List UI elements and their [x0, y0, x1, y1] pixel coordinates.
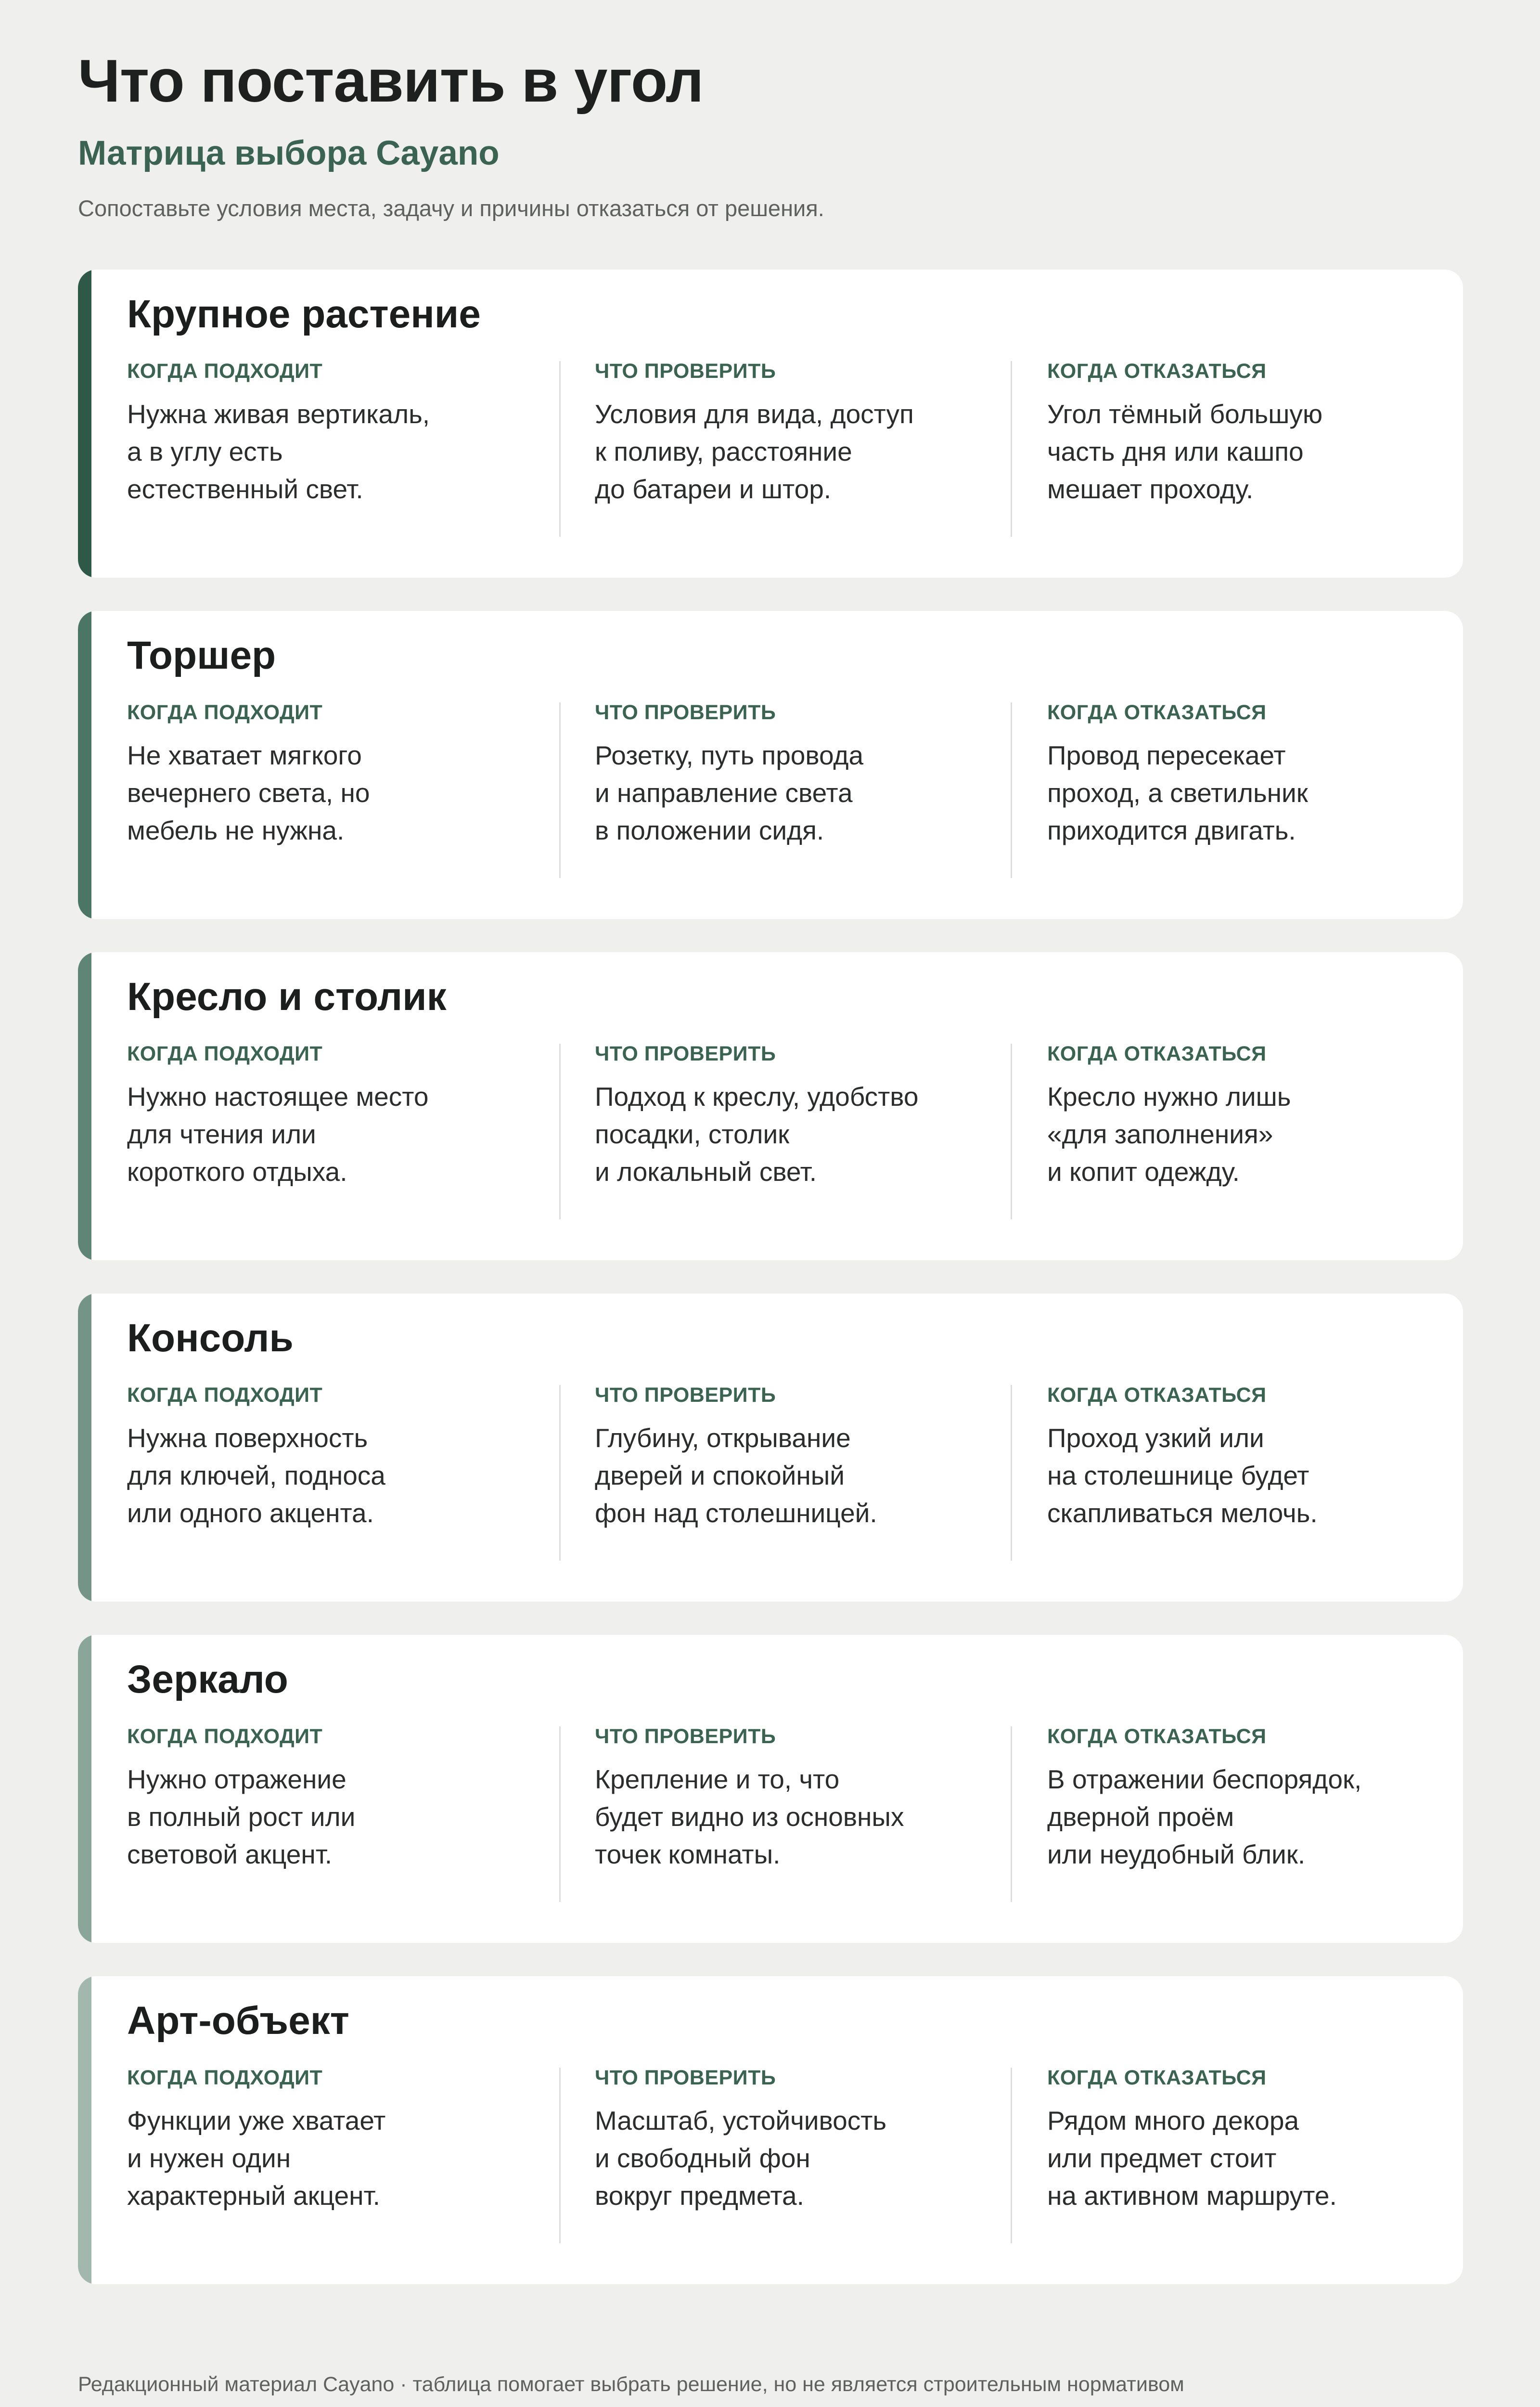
column-divider	[559, 361, 561, 537]
column-divider	[559, 1385, 561, 1561]
what-to-check-column	[595, 360, 1009, 508]
when-to-refuse-column	[1047, 2067, 1442, 2214]
when-fits-label: КОГДА ПОДХОДИТ	[127, 701, 323, 724]
when-fits-column	[127, 1043, 541, 1191]
when-to-refuse-label: КОГДА ОТКАЗАТЬСЯ	[1047, 1384, 1267, 1407]
when-to-refuse-text: Угол тёмный большую часть дня или кашпо мешает проходу.	[1047, 399, 1323, 505]
card-title: Консоль	[127, 1316, 294, 1360]
column-divider	[1011, 2068, 1012, 2243]
when-fits-text: Нужно настоящее место для чтения или короткого отдыха.	[127, 1082, 429, 1187]
when-fits-text: Нужна поверхность для ключей, подноса или одного акцента.	[127, 1423, 385, 1528]
option-card-mirror	[78, 1635, 1463, 1943]
when-fits-text: Функции уже хватает и нужен один характерный акцент.	[127, 2106, 386, 2211]
when-fits-column	[127, 1384, 541, 1532]
when-to-refuse-text: Проход узкий или на столешнице будет скапливаться мелочь.	[1047, 1423, 1318, 1528]
option-card-floor-lamp	[78, 611, 1463, 919]
when-to-refuse-text: В отражении беспорядок, дверной проём или неудобный блик.	[1047, 1764, 1362, 1870]
when-to-refuse-label: КОГДА ОТКАЗАТЬСЯ	[1047, 2066, 1267, 2089]
card-title: Торшер	[127, 634, 276, 677]
when-fits-column	[127, 2067, 541, 2214]
card-accent-bar	[78, 952, 91, 1260]
what-to-check-label: ЧТО ПРОВЕРИТЬ	[595, 1384, 776, 1407]
page-intro: Сопоставьте условия места, задачу и причины отказаться от решения.	[78, 195, 824, 221]
card-accent-bar	[78, 1635, 91, 1943]
when-fits-label: КОГДА ПОДХОДИТ	[127, 2066, 323, 2089]
footer-note: Редакционный материал Cayano · таблица помогает выбрать решение, но не является строительным нормативом	[78, 2373, 1184, 2396]
what-to-check-label: ЧТО ПРОВЕРИТЬ	[595, 1725, 776, 1748]
option-card-armchair	[78, 952, 1463, 1260]
when-to-refuse-label: КОГДА ОТКАЗАТЬСЯ	[1047, 1042, 1267, 1065]
card-accent-bar	[78, 611, 91, 919]
when-to-refuse-column	[1047, 701, 1442, 849]
card-title: Кресло и столик	[127, 975, 447, 1019]
option-card-plant	[78, 270, 1463, 578]
card-title: Зеркало	[127, 1657, 288, 1701]
what-to-check-label: ЧТО ПРОВЕРИТЬ	[595, 1042, 776, 1065]
when-to-refuse-text: Кресло нужно лишь «для заполнения» и копит одежду.	[1047, 1082, 1291, 1187]
when-fits-column	[127, 1725, 541, 1873]
what-to-check-text: Условия для вида, доступ к поливу, расстояние до батареи и штор.	[595, 399, 914, 505]
card-accent-bar	[78, 270, 91, 578]
what-to-check-label: ЧТО ПРОВЕРИТЬ	[595, 701, 776, 724]
when-to-refuse-column	[1047, 1384, 1442, 1532]
what-to-check-text: Подход к креслу, удобство посадки, столик и локальный свет.	[595, 1082, 919, 1187]
card-title: Арт-объект	[127, 1999, 349, 2043]
what-to-check-column	[595, 1043, 1009, 1191]
what-to-check-label: ЧТО ПРОВЕРИТЬ	[595, 2066, 776, 2089]
option-card-console	[78, 1294, 1463, 1602]
what-to-check-text: Глубину, открывание дверей и спокойный фон над столешницей.	[595, 1423, 877, 1528]
column-divider	[559, 1044, 561, 1219]
when-to-refuse-column	[1047, 360, 1442, 508]
card-title: Крупное растение	[127, 292, 481, 336]
column-divider	[1011, 1044, 1012, 1219]
when-fits-column	[127, 701, 541, 849]
what-to-check-label: ЧТО ПРОВЕРИТЬ	[595, 360, 776, 383]
column-divider	[559, 1726, 561, 1902]
what-to-check-column	[595, 1725, 1009, 1873]
column-divider	[1011, 1726, 1012, 1902]
when-to-refuse-label: КОГДА ОТКАЗАТЬСЯ	[1047, 1725, 1267, 1748]
when-fits-text: Не хватает мягкого вечернего света, но мебель не нужна.	[127, 740, 370, 846]
when-to-refuse-text: Провод пересекает проход, а светильник приходится двигать.	[1047, 740, 1308, 846]
what-to-check-column	[595, 1384, 1009, 1532]
when-fits-text: Нужно отражение в полный рост или световой акцент.	[127, 1764, 356, 1870]
when-to-refuse-label: КОГДА ОТКАЗАТЬСЯ	[1047, 360, 1267, 383]
when-to-refuse-label: КОГДА ОТКАЗАТЬСЯ	[1047, 701, 1267, 724]
column-divider	[1011, 702, 1012, 878]
column-divider	[1011, 361, 1012, 537]
option-card-art-object	[78, 1976, 1463, 2284]
column-divider	[1011, 1385, 1012, 1561]
when-fits-label: КОГДА ПОДХОДИТ	[127, 360, 323, 383]
card-accent-bar	[78, 1294, 91, 1602]
when-to-refuse-text: Рядом много декора или предмет стоит на активном маршруте.	[1047, 2106, 1337, 2211]
column-divider	[559, 702, 561, 878]
what-to-check-text: Масштаб, устойчивость и свободный фон вокруг предмета.	[595, 2106, 887, 2211]
when-fits-label: КОГДА ПОДХОДИТ	[127, 1042, 323, 1065]
when-to-refuse-column	[1047, 1725, 1442, 1873]
what-to-check-text: Крепление и то, что будет видно из основных точек комнаты.	[595, 1764, 904, 1870]
when-fits-label: КОГДА ПОДХОДИТ	[127, 1384, 323, 1407]
when-fits-column	[127, 360, 541, 508]
when-to-refuse-column	[1047, 1043, 1442, 1191]
what-to-check-column	[595, 2067, 1009, 2214]
what-to-check-column	[595, 701, 1009, 849]
page-title: Что поставить в угол	[78, 48, 704, 115]
page-subtitle: Матрица выбора Cayano	[78, 134, 500, 172]
what-to-check-text: Розетку, путь провода и направление света в положении сидя.	[595, 740, 864, 846]
when-fits-label: КОГДА ПОДХОДИТ	[127, 1725, 323, 1748]
when-fits-text: Нужна живая вертикаль, а в углу есть естественный свет.	[127, 399, 430, 505]
column-divider	[559, 2068, 561, 2243]
card-accent-bar	[78, 1976, 91, 2284]
